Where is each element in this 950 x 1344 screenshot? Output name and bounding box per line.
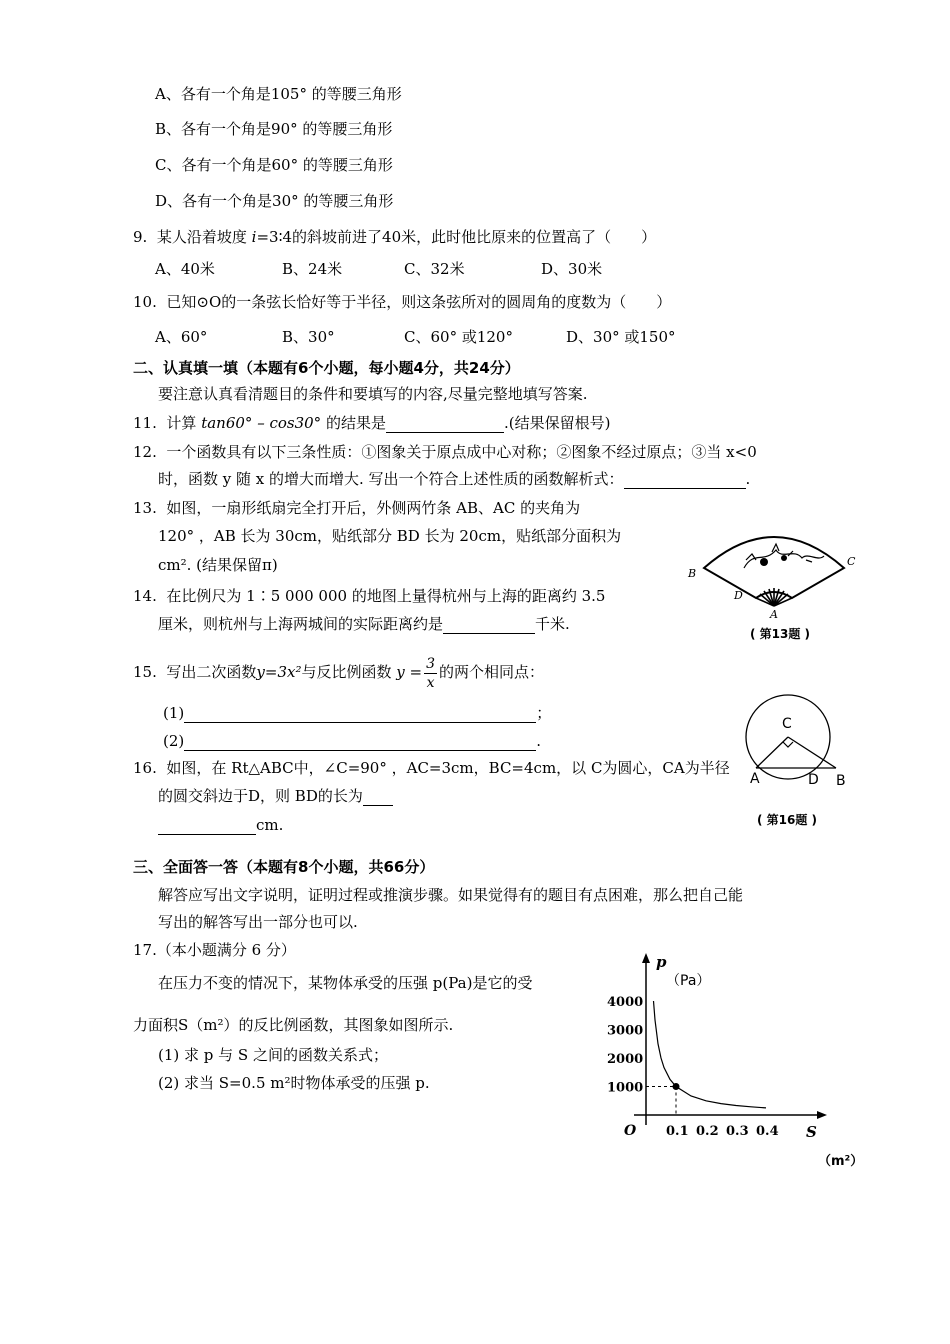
y-axis-unit: （Pa） [666, 973, 711, 989]
origin-label: O [624, 1123, 637, 1139]
q16-answer-blank-b[interactable] [158, 818, 256, 835]
q12-answer-blank[interactable] [624, 472, 746, 489]
q11-answer-blank[interactable] [386, 416, 504, 433]
y-tick-label: 3000 [607, 1023, 644, 1039]
q12-number: 12. [133, 443, 157, 461]
q14-number: 14. [133, 587, 157, 605]
q15-blank-row-2 [163, 731, 541, 751]
q8-option-d: D、各有一个角是30° 的等腰三角形 [155, 192, 394, 210]
q16-label-a: A [750, 771, 760, 787]
q9-option-d: D、30米 [541, 260, 603, 278]
q11-text-a: 计算 [166, 414, 197, 432]
q16-label-b: B [836, 773, 846, 789]
section-2-title: 二、认真填一填（本题有6个小题，每小题4分，共24分） [133, 359, 520, 377]
q16-line-2 [158, 786, 393, 806]
q16-line-3 [158, 815, 283, 835]
q14-text-2a: 厘米，则杭州与上海两城间的实际距离约是 [158, 615, 444, 633]
q16-label-c: C [782, 716, 792, 732]
q13-text-2: 120° ，AB 长为 30cm，贴纸部分 BD 长为 20cm，贴纸部分面积为 [158, 527, 622, 545]
q11-expression: tan60° – cos30° [201, 414, 322, 432]
q14-answer-blank[interactable] [443, 617, 535, 634]
q17-text-1: 在压力不变的情况下，某物体承受的压强 p(Pa)是它的受 [158, 974, 533, 992]
q9-option-c: C、32米 [404, 260, 465, 278]
q13-number: 13. [133, 499, 157, 517]
q15-text-c: 的两个相同点： [439, 663, 545, 681]
x-tick-label: 0.3 [726, 1124, 749, 1139]
q12-end: . [745, 470, 751, 488]
q9-number: 9. [133, 228, 148, 246]
q10-number: 10. [133, 293, 157, 311]
q9-text-b: =3∶4的斜坡前进了40米，此时他比原来的位置高了（ ） [256, 228, 657, 246]
q11-number: 11. [133, 414, 157, 432]
section-2-intro: 要注意认真看清题目的条件和要填写的内容,尽量完整地填写答案. [158, 385, 588, 403]
q16-answer-blank-a[interactable] [363, 789, 393, 806]
q15-blank-2-label: (2) [163, 732, 185, 750]
q16-text-2: 的圆交斜边于D，则 BD的长为 [158, 787, 363, 805]
section-3-title: 三、全面答一答（本题有8个小题，共66分） [133, 858, 435, 876]
q15-text-a: 写出二次函数 [166, 663, 257, 681]
q9-option-b: B、24米 [282, 260, 343, 278]
q15-answer-blank-2[interactable] [184, 734, 536, 751]
circle-triangle-figure [740, 690, 852, 800]
q9-text-a: 某人沿着坡度 [156, 228, 247, 246]
q15-text-b: 与反比例函数 [301, 663, 392, 681]
q15-question [133, 652, 544, 692]
q14-line-1 [133, 586, 605, 606]
section-3-intro-2: 写出的解答写出一部分也可以. [158, 913, 358, 931]
q14-text-1: 在比例尺为 1∶5 000 000 的地图上量得杭州与上海的距离约 3.5 [166, 587, 606, 605]
q16-number: 16. [133, 759, 157, 777]
q16-line-1 [133, 758, 730, 778]
fan-figure [684, 520, 864, 620]
x-tick-label: 0.2 [696, 1124, 719, 1139]
q10-text: 已知⊙O的一条弦长恰好等于半径，则这条弦所对的圆周角的度数为（ ） [166, 293, 672, 311]
q13-text-3: cm². (结果保留π) [158, 556, 278, 574]
q10-option-b: B、30° [282, 328, 335, 346]
q9-option-a: A、40米 [155, 260, 215, 278]
q8-option-a: A、各有一个角是105° 的等腰三角形 [155, 85, 402, 103]
q16-label-d: D [808, 772, 819, 788]
q16-side-bc [788, 737, 836, 768]
fan-label-d: D [734, 589, 743, 602]
q12-text-2: 时，函数 y 随 x 的增大而增大. 写出一个符合上述性质的函数解析式： [158, 470, 624, 488]
q16-right-angle-mark [783, 742, 793, 747]
fan-flower-1 [760, 558, 768, 566]
fan-label-b: B [688, 567, 697, 580]
q15-blank-1-end: ； [536, 704, 552, 722]
q8-option-b: B、各有一个角是90° 的等腰三角形 [155, 120, 393, 138]
q16-figure-caption: ( 第16题 ) [757, 813, 818, 827]
q13-figure-caption: ( 第13题 ) [750, 627, 811, 641]
x-axis-arrow [817, 1111, 827, 1119]
q12-text-1: 一个函数具有以下三条性质：①图象关于原点成中心对称；②图象不经过原点；③当 x<0 [166, 443, 757, 461]
q15-fraction [424, 655, 437, 692]
q10-option-a: A、60° [155, 328, 208, 346]
q13-text-1: 如图，一扇形纸扇完全打开后，外侧两竹条 AB、AC 的夹角为 [166, 499, 581, 517]
q17-heading: 17.（本小题满分 6 分） [133, 941, 296, 959]
q16-side-ac [756, 737, 788, 768]
q15-fraction-denominator: x [426, 674, 435, 691]
fan-flower-2 [781, 555, 787, 561]
x-tick-label: 0.1 [666, 1124, 689, 1139]
q15-fraction-numerator: 3 [426, 655, 436, 672]
q15-answer-blank-1[interactable] [184, 706, 536, 723]
q11-question [133, 413, 610, 433]
pressure-area-chart [600, 945, 880, 1170]
x-axis-unit: （m²） [818, 1154, 864, 1169]
q14-text-2b: 千米. [535, 615, 570, 633]
q17-text-2: 力面积S（m²）的反比例函数，其图象如图所示. [133, 1016, 454, 1034]
q8-option-c: C、各有一个角是60° 的等腰三角形 [155, 156, 393, 174]
q9-slope-var: i [251, 228, 257, 246]
q17-sub-1: (1) 求 p 与 S 之间的函数关系式； [158, 1046, 388, 1064]
q16-end: cm. [256, 816, 284, 834]
q14-line-2 [158, 614, 570, 634]
q17-sub-2: (2) 求当 S=0.5 m²时物体承受的压强 p. [158, 1074, 430, 1092]
q15-quadratic: y=3x² [256, 663, 302, 681]
q10-option-c: C、60° 或120° [404, 328, 513, 346]
q15-blank-2-end: . [536, 732, 542, 750]
q12-line-2 [158, 469, 750, 489]
q13-line-1 [133, 498, 580, 518]
y-tick-label: 1000 [607, 1080, 644, 1096]
series-line [654, 1001, 767, 1108]
q15-blank-row-1 [163, 703, 551, 723]
y-axis-label: p [656, 953, 667, 971]
y-tick-label: 4000 [607, 995, 644, 1010]
q11-text-c: .(结果保留根号) [503, 414, 611, 432]
fan-label-c: C [847, 555, 856, 568]
y-axis-arrow [642, 953, 650, 963]
q10-option-d: D、30° 或150° [566, 328, 676, 346]
y-tick-label: 2000 [607, 1052, 644, 1067]
q15-blank-1-label: (1) [163, 704, 185, 722]
q10-question [133, 292, 671, 312]
x-tick-label: 0.4 [756, 1124, 779, 1139]
marked-point [673, 1083, 680, 1090]
q12-line-1 [133, 442, 757, 462]
q9-question [133, 227, 656, 247]
q15-number: 15. [133, 663, 157, 681]
q16-text-1: 如图，在 Rt△ABC中，∠C=90° ，AC=3cm，BC=4cm，以 C为圆心，CA为半径 [166, 759, 730, 777]
q11-text-b: 的结果是 [325, 414, 386, 432]
q15-recip-lhs: y = [396, 663, 423, 681]
x-axis-label: S [806, 1123, 817, 1141]
section-3-intro-1: 解答应写出文字说明，证明过程或推演步骤。如果觉得有的题目有点困难，那么把自己能 [158, 886, 744, 904]
fan-label-a: A [770, 608, 778, 620]
